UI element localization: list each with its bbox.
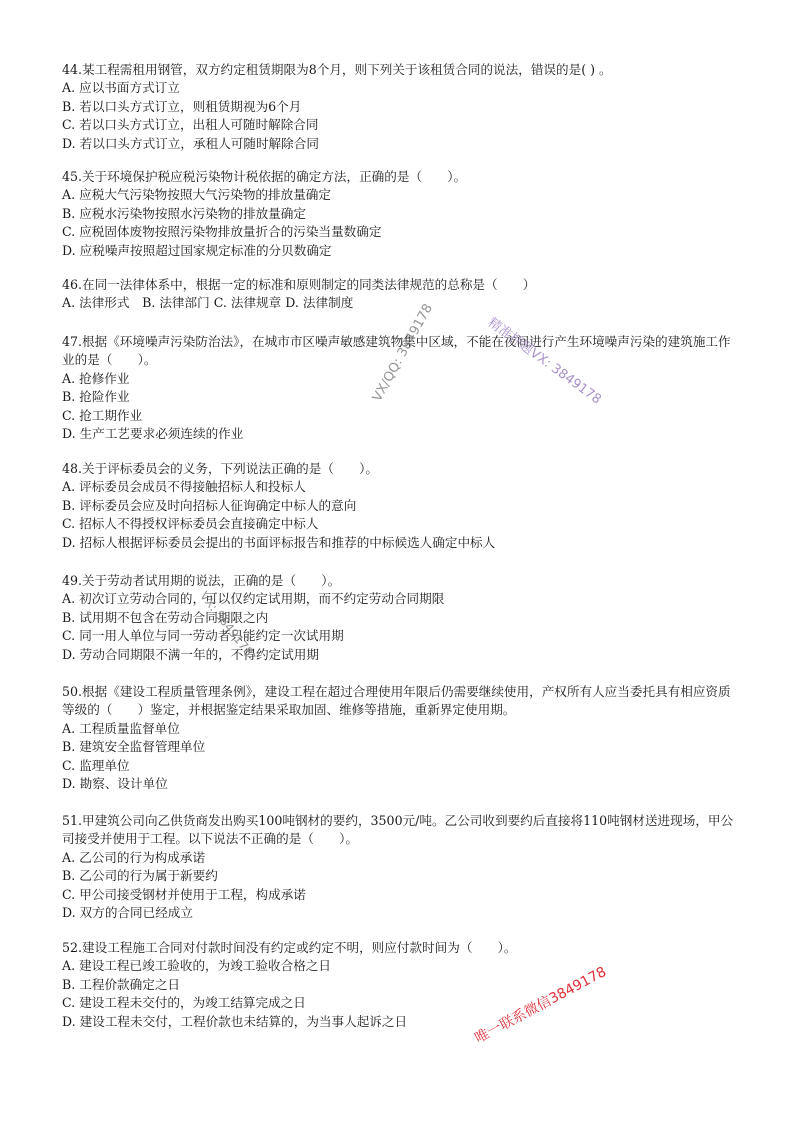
option-d: D. 应税噪声按照超过国家规定标准的分贝数确定 [62, 242, 332, 258]
option-b: B. 试用期不包含在劳动合同期限之内 [62, 609, 269, 625]
option-c: C. 若以口头方式订立，出租人可随时解除合同 [62, 117, 319, 133]
question-51 [62, 812, 742, 922]
question-46 [62, 276, 742, 313]
option-a: A. 评标委员会成员不得接触招标人和投标人 [62, 479, 306, 495]
question-stem: 52.建设工程施工合同对付款时间没有约定或约定不明，则应付款时间为（ ）。 [62, 940, 517, 955]
option-a: A. 初次订立劳动合同的，可以仅约定试用期，而不约定劳动合同期限 [62, 591, 445, 607]
option-a: A. 应税大气污染物按照大气污染物的排放量确定 [62, 187, 331, 203]
question-stem: 50.根据《建设工程质量管理条例》，建设工程在超过合理使用年限后仍需要继续使用，产权所有人应当委托具有相应资质等级的（ ）鉴定，并根据鉴定结果采取加固、维修等措施，重新界定使用期。 [62, 684, 731, 718]
question-stem: 45.关于环境保护税应税污染物计税依据的确定方法，正确的是（ ）。 [62, 169, 467, 184]
question-49 [62, 572, 742, 664]
watermark-vx: VX: 3849178 [196, 589, 256, 659]
option-c: C. 抢工期作业 [62, 407, 143, 423]
watermark-wechat-red: 唯一联系微信3849178 [472, 963, 610, 1047]
option-a: A. 建设工程已竣工验收的，为竣工验收合格之日 [62, 958, 331, 974]
option-c: C. 建设工程未交付的，为竣工结算完成之日 [62, 995, 306, 1011]
option-c: C. 应税固体废物按照污染物排放量折合的污染当量数确定 [62, 224, 382, 240]
option-d: D. 勘察、设计单位 [62, 776, 168, 792]
option-a: A. 工程质量监督单位 [62, 720, 180, 736]
watermark-precise-vx: 精准押题VX: 3849178 [484, 315, 604, 408]
option-b: B. 乙公司的行为属于新要约 [62, 868, 218, 884]
option-b: B. 应税水污染物按照水污染物的排放量确定 [62, 205, 306, 221]
option-b: B. 若以口头方式订立，则租赁期视为6个月 [62, 98, 302, 114]
question-44 [62, 61, 742, 153]
question-stem: 44.某工程需租用钢管，双方约定租赁期限为8个月，则下列关于该租赁合同的说法，错误的是( ) 。 [62, 62, 612, 77]
option-d: D. 建设工程未交付，工程价款也未结算的，为当事人起诉之日 [62, 1013, 408, 1029]
question-50 [62, 683, 742, 793]
question-stem: 46.在同一法律体系中，根据一定的标准和原则制定的同类法律规范的总称是（ ） [62, 277, 536, 292]
option-d: D. 若以口头方式订立，承租人可随时解除合同 [62, 135, 319, 151]
question-48 [62, 460, 742, 552]
question-stem: 48.关于评标委员会的义务，下列说法正确的是（ ）。 [62, 461, 378, 476]
option-b: B. 评标委员会应及时向招标人征询确定中标人的意向 [62, 497, 357, 513]
watermark-vx-qq: VX/QQ: 3849178 [370, 301, 436, 405]
option-c: C. 招标人不得授权评标委员会直接确定中标人 [62, 516, 319, 532]
question-52 [62, 939, 742, 1031]
question-stem: 51.甲建筑公司向乙供货商发出购买100吨钢材的要约，3500元/吨。乙公司收到要约后直接将110吨钢材送进现场，甲公司接受并使用于工程。以下说法不正确的是（ ）。 [62, 813, 734, 847]
option-d: D. 劳动合同期限不满一年的，不得约定试用期 [62, 646, 319, 662]
option-a: A. 乙公司的行为构成承诺 [62, 849, 206, 865]
question-stem: 47.根据《环境噪声污染防治法》，在城市市区噪声敏感建筑物集中区域，不能在夜间进行产生环境噪声污染的建筑施工作业的是（ ）。 [62, 334, 731, 368]
question-45 [62, 168, 742, 260]
option-d: D. 招标人根据评标委员会提出的书面评标报告和推荐的中标候选人确定中标人 [62, 534, 496, 550]
option-b: B. 抢险作业 [62, 389, 130, 405]
option-b: B. 建筑安全监督管理单位 [62, 739, 206, 755]
option-d: D. 双方的合同已经成立 [62, 905, 193, 921]
option-c: C. 同一用人单位与同一劳动者只能约定一次试用期 [62, 628, 344, 644]
option-c: C. 监理单位 [62, 757, 130, 773]
question-stem: 49.关于劳动者试用期的说法，正确的是（ ）。 [62, 573, 341, 588]
option-a: A. 应以书面方式订立 [62, 80, 180, 96]
option-a: A. 抢修作业 [62, 370, 130, 386]
option-b: B. 工程价款确定之日 [62, 976, 181, 992]
option-c: C. 甲公司接受钢材并使用于工程，构成承诺 [62, 886, 306, 902]
options-inline: A. 法律形式 B. 法律部门 C. 法律规章 D. 法律制度 [62, 295, 354, 311]
option-d: D. 生产工艺要求必须连续的作业 [62, 426, 244, 442]
